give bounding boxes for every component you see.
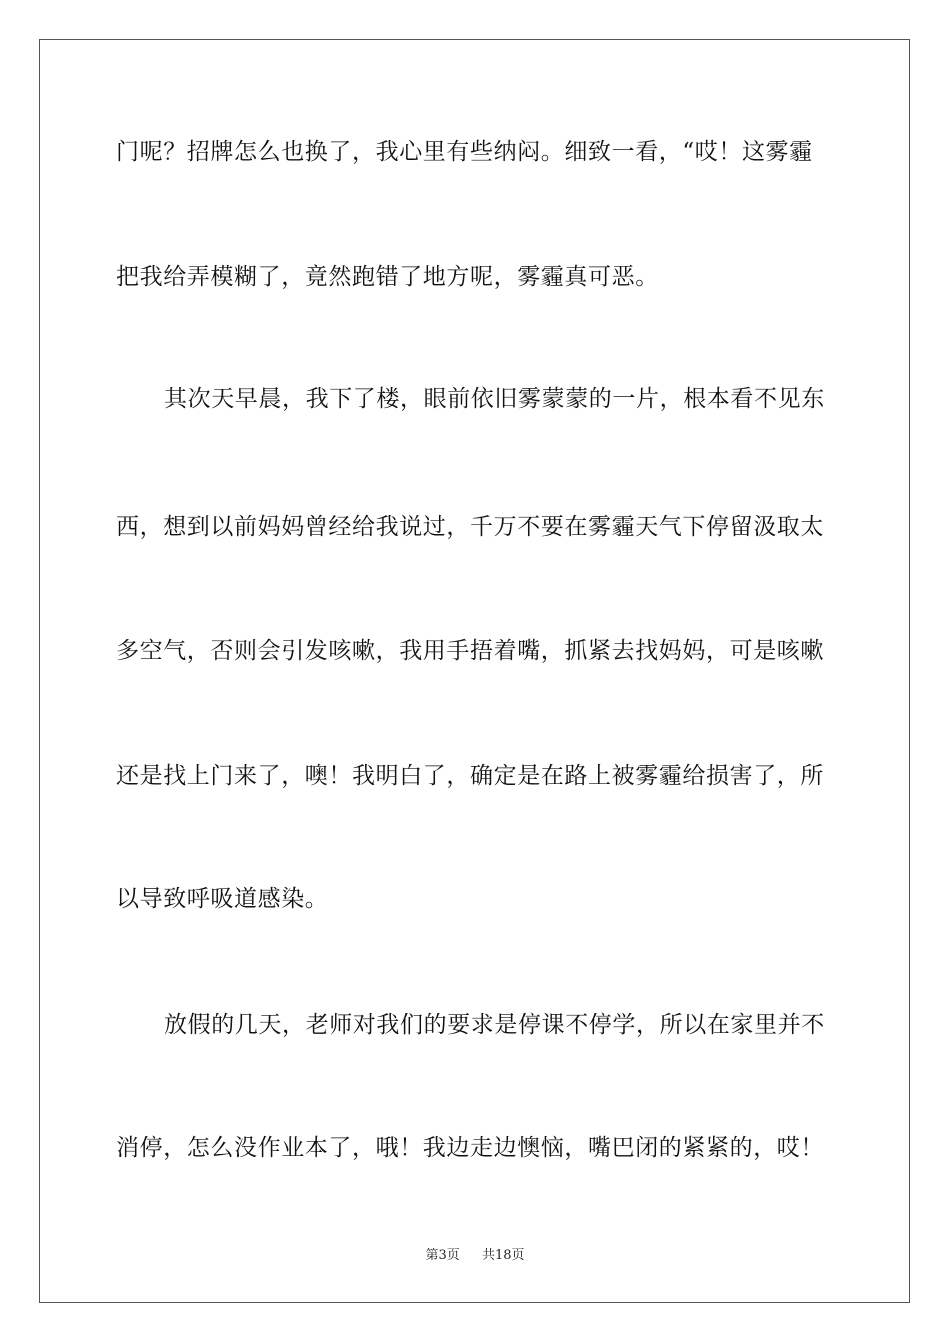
page-number: 第3页: [425, 1248, 460, 1263]
text-line: 把我给弄模糊了，竟然跑错了地方呢，雾霾真可恶。: [116, 264, 659, 290]
text-line: 还是找上门来了，噢！我明白了，确定是在路上被雾霾给损害了，所: [116, 763, 824, 789]
text-line: 多空气，否则会引发咳嗽，我用手捂着嘴，抓紧去找妈妈，可是咳嗽: [116, 638, 824, 664]
text-line: 门呢？招牌怎么也换了，我心里有些纳闷。细致一看，“哎！这雾霾: [116, 139, 813, 165]
page-footer: [0, 1247, 950, 1265]
page-border: [39, 39, 910, 1303]
text-line: 以导致呼吸道感染。: [116, 886, 329, 912]
total-pages: 共18页: [482, 1248, 525, 1263]
paragraph-start-line: 其次天早晨，我下了楼，眼前依旧雾蒙蒙的一片，根本看不见东: [164, 386, 825, 412]
text-line: 西，想到以前妈妈曾经给我说过，千万不要在雾霾天气下停留汲取太: [116, 514, 824, 540]
paragraph-start-line: 放假的几天，老师对我们的要求是停课不停学，所以在家里并不: [164, 1012, 825, 1038]
text-line: 消停，怎么没作业本了，哦！我边走边懊恼，嘴巴闭的紧紧的，哎！: [116, 1135, 824, 1161]
